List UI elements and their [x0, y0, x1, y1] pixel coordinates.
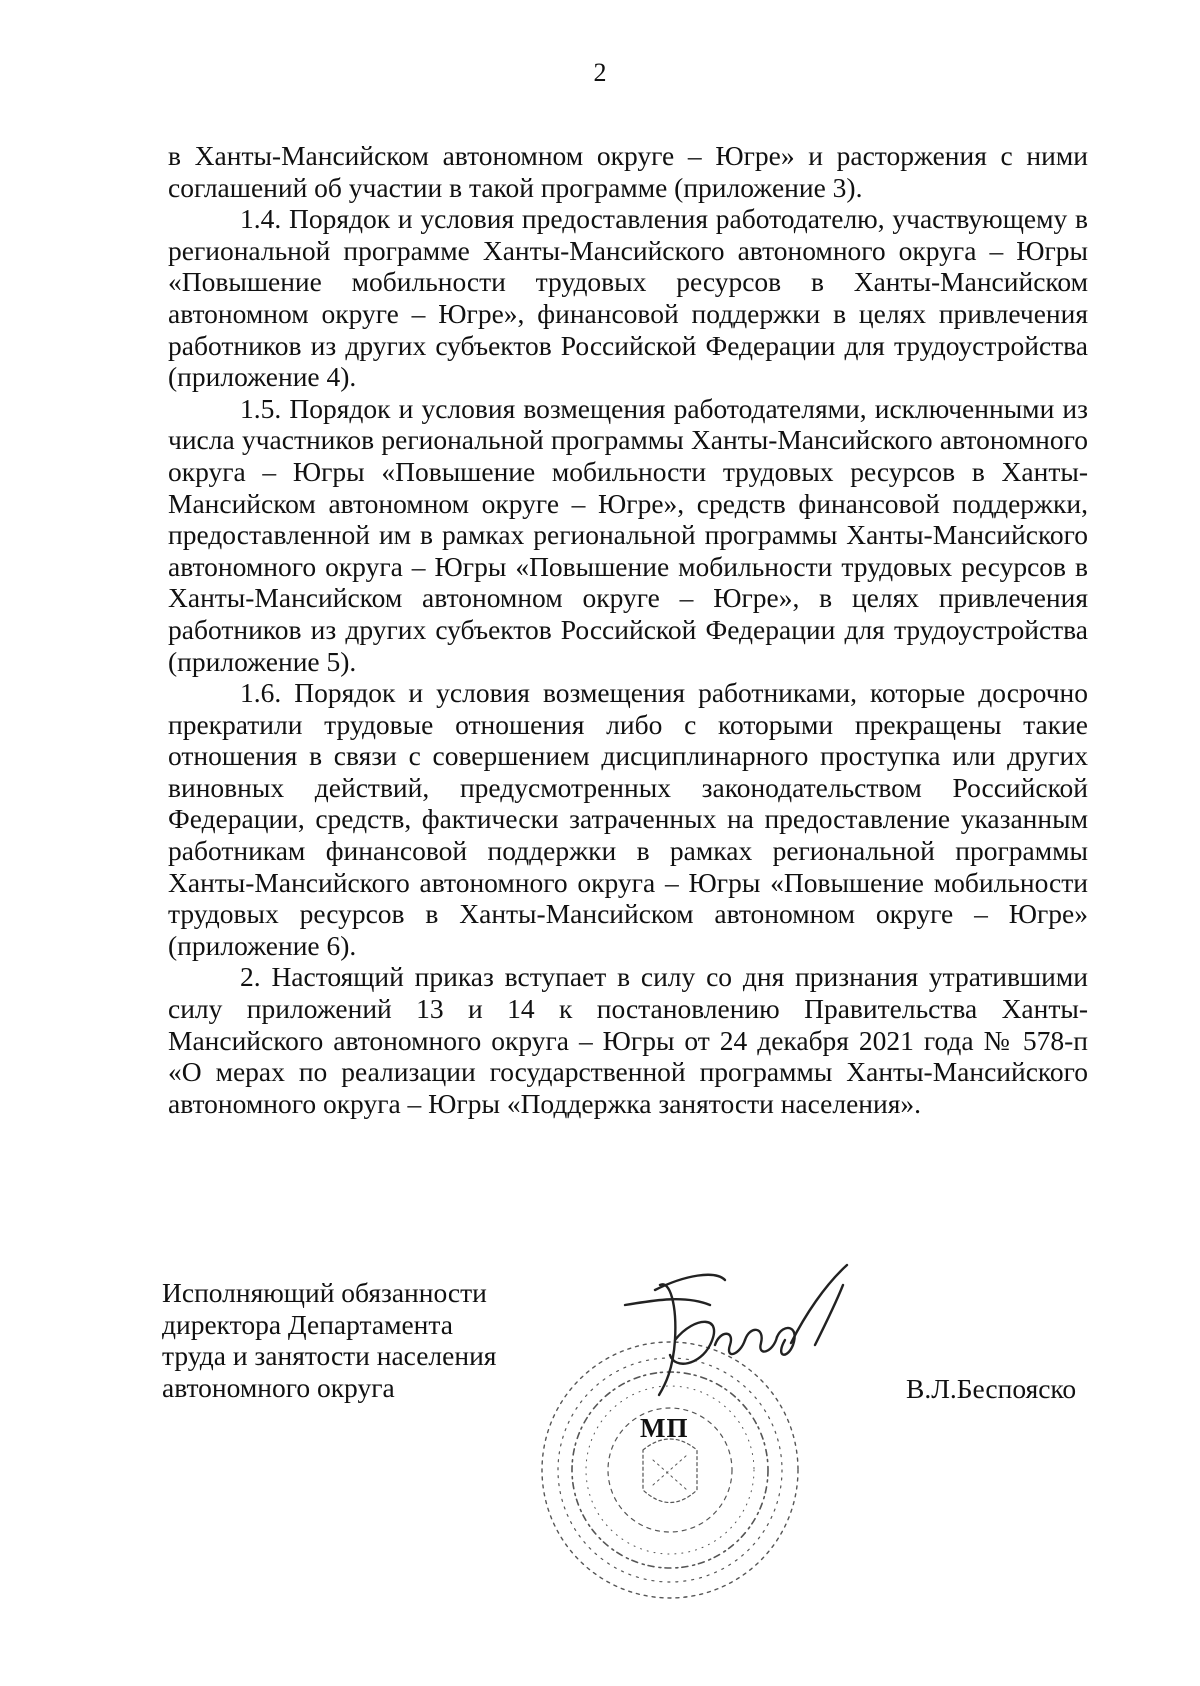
position-line: труда и занятости населения: [162, 1340, 497, 1372]
page-number: 2: [593, 58, 607, 87]
paragraph: 1.4. Порядок и условия предоставления работодателю, участвующему в региональной программе Ханты-Мансийского автономного округа – Югры «Повышение мобильности трудовых ресурсов в Ханты-Мансийском автономном округе – Югре», финансовой поддержки в целях привлечения работников из других субъектов Российской Федерации для трудоустройства (приложение 4).: [168, 203, 1088, 393]
paragraph: 2. Настоящий приказ вступает в силу со дня признания утратившими силу приложений 13 и 14 к постановлению Правительства Ханты-Мансийского автономного округа – Югры от 24 декабря 2021 года № 578-п «О мерах по реализации государственной программы Ханты-Мансийского автономного округа – Югры «Поддержка занятости населения».: [168, 961, 1088, 1119]
paragraph: в Ханты-Мансийском автономном округе – Югре» и расторжения с ними соглашений об участии в такой программе (приложение 3).: [168, 140, 1088, 203]
position-line: автономного округа: [162, 1371, 395, 1403]
handwritten-signature: [615, 1245, 875, 1415]
position-line: Исполняющий обязанности: [162, 1277, 487, 1308]
position-line: директора Департамента: [162, 1308, 453, 1340]
signatory-position: [162, 1277, 542, 1403]
stamp-label: МП: [640, 1413, 689, 1443]
paragraph: 1.5. Порядок и условия возмещения работодателями, исключенными из числа участников региональной программы Ханты-Мансийского автономного округа – Югры «Повышение мобильности трудовых ресурсов в Ханты-Мансийском автономном округе – Югре», средств финансовой поддержки, предоставленной им в рамках региональной программы Ханты-Мансийского автономного округа – Югры «Повышение мобильности трудовых ресурсов в Ханты-Мансийском автономном округе – Югре», в целях привлечения работников из других субъектов Российской Федерации для трудоустройства (приложение 5).: [168, 392, 1088, 677]
signatory-name: В.Л.Беспояско: [906, 1373, 1077, 1404]
paragraph: 1.6. Порядок и условия возмещения работниками, которые досрочно прекратили трудовые отношения либо с которыми прекращены такие отношения в связи с совершением дисциплинарного проступка или других виновных действий, предусмотренных законодательством Российской Федерации, средств, фактически затраченных на предоставление указанным работникам финансовой поддержки в рамках региональной программы Ханты-Мансийского автономного округа – Югры «Повышение мобильности трудовых ресурсов в Ханты-Мансийском автономном округе – Югре» (приложение 6).: [168, 677, 1088, 961]
document-body: [168, 140, 1088, 1119]
